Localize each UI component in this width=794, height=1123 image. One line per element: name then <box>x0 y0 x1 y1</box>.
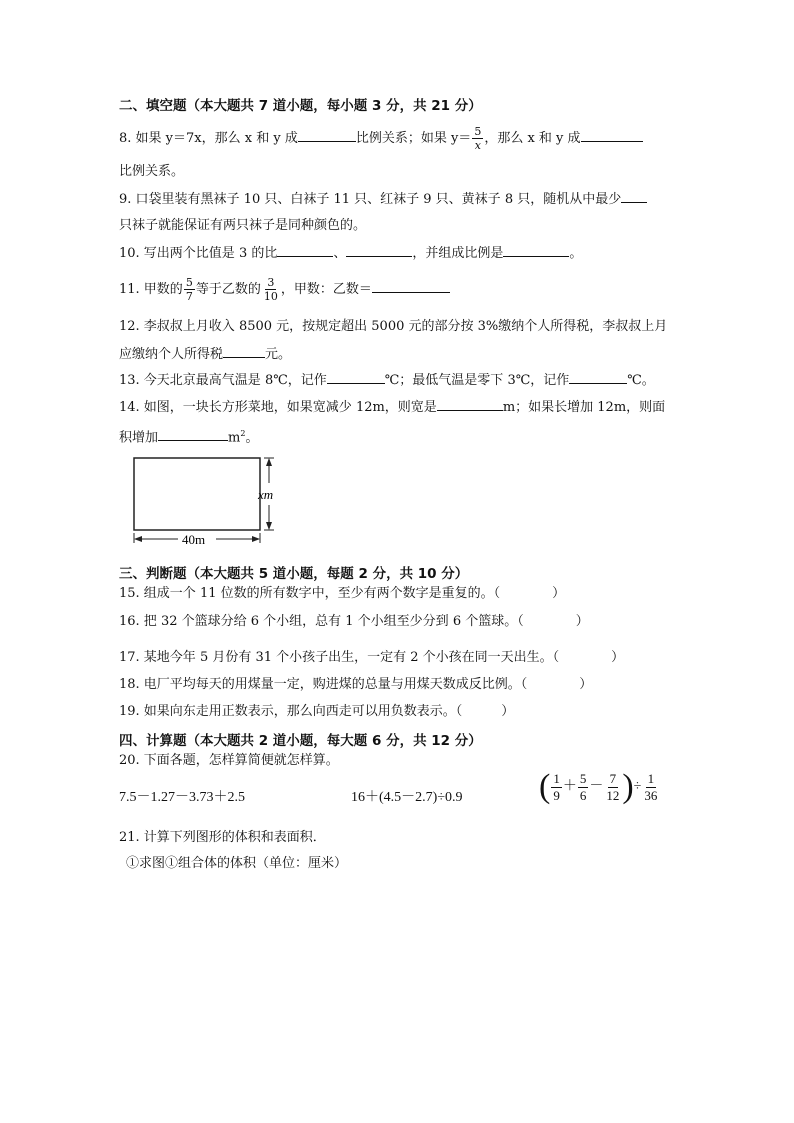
q8-text-a: 8. 如果 y＝7x，那么 x 和 y 成 <box>119 131 298 146</box>
rectangle-figure <box>126 455 286 547</box>
section-2-heading: 二、填空题（本大题共 7 道小题，每小题 3 分，共 21 分） <box>119 98 482 114</box>
q11-text-c: ，甲数：乙数＝ <box>280 282 372 297</box>
question-13 <box>119 371 655 390</box>
length-label: 40m <box>182 532 206 547</box>
q10-blank-3[interactable] <box>503 244 569 257</box>
section-3-heading: 三、判断题（本大题共 5 道小题，每题 2 分，共 10 分） <box>119 566 469 582</box>
q10-text-b: ，并组成比例是 <box>412 246 504 261</box>
q11-blank[interactable] <box>372 280 450 293</box>
section-4-heading: 四、计算题（本大题共 2 道小题，每大题 6 分，共 12 分） <box>119 733 482 749</box>
q8-text-c: ，那么 x 和 y 成 <box>484 131 581 146</box>
q14-text-b: m；如果长增加 12m，则面 <box>502 400 666 415</box>
question-8-cont: 比例关系。 <box>119 164 185 179</box>
q13-text-c: ℃。 <box>627 373 655 388</box>
q14-blank-2[interactable] <box>158 428 228 441</box>
q8-fraction: $\frac{5}{x}$ <box>474 125 482 152</box>
q9-text-a: 9. 口袋里装有黑袜子 10 只、白袜子 11 只、红袜子 9 只、黄袜子 8 只，随机从中最少 <box>119 192 622 207</box>
q11-text-a: 11. 甲数的 <box>119 282 183 297</box>
calc-expression-2: 16＋(4.5－2.7)÷0.9 <box>351 790 463 805</box>
question-16: 16. 把 32 个篮球分给 6 个小组，总有 1 个小组至少分到 6 个篮球。（ ） <box>119 614 589 629</box>
q14-text-c: 积增加 <box>119 430 159 446</box>
question-9-cont: 只袜子就能保证有两只袜子是同种颜色的。 <box>119 218 367 233</box>
question-19: 19. 如果向东走用正数表示，那么向西走可以用负数表示。（ ） <box>119 704 515 719</box>
question-11 <box>119 276 450 303</box>
calc-expression-3: ( $\frac{1}{9}$ ＋ $\frac{5}{6}$ － $\frac{7}{12}$ )÷ $\frac{1}{36}$ <box>539 768 658 805</box>
q14-blank-1[interactable] <box>437 398 503 411</box>
width-label: xm <box>258 487 274 502</box>
q12-text-c: 元。 <box>265 347 292 362</box>
q8-blank-2[interactable] <box>581 129 643 142</box>
q14-sup: 2 <box>240 429 246 438</box>
question-10 <box>119 244 582 263</box>
question-18: 18. 电厂平均每天的用煤量一定，购进煤的总量与用煤天数成反比例。（ ） <box>119 677 593 692</box>
question-8 <box>119 125 643 152</box>
q11-fraction-2: $\frac{3}{10}$ <box>263 276 278 303</box>
question-17: 17. 某地今年 5 月份有 31 个小孩子出生，一定有 2 个小孩在同一天出生。（ ） <box>119 650 625 665</box>
q13-blank-2[interactable] <box>569 371 627 384</box>
q14-text-a: 14. 如图，一块长方形菜地，如果宽减少 12m，则宽是 <box>119 400 437 415</box>
q13-blank-1[interactable] <box>327 371 385 384</box>
question-15: 15. 组成一个 11 位数的所有数字中，至少有两个数字是重复的。（ ） <box>119 586 566 601</box>
q14-unit: m <box>228 430 241 446</box>
q13-text-b: ℃；最低气温是零下 3℃，记作 <box>384 373 570 388</box>
q10-text-a: 10. 写出两个比值是 3 的比 <box>119 246 278 261</box>
q12-blank[interactable] <box>223 345 265 358</box>
q14-end: 。 <box>245 430 259 446</box>
question-14 <box>119 398 665 417</box>
q13-text-a: 13. 今天北京最高气温是 8℃，记作 <box>119 373 327 388</box>
q10-blank-2[interactable] <box>346 244 412 257</box>
question-9 <box>119 190 647 209</box>
calc-expression-1: 7.5－1.27－3.73＋2.5 <box>119 790 245 805</box>
q10-sep: 、 <box>333 246 347 261</box>
q10-end: 。 <box>569 246 583 261</box>
question-12: 12. 李叔叔上月收入 8500 元，按规定超出 5000 元的部分按 3%缴纳个人所得税，李叔叔上月 <box>119 319 668 334</box>
q11-text-b: 等于乙数的 <box>195 282 261 297</box>
q10-blank-1[interactable] <box>277 244 333 257</box>
question-21: 21. 计算下列图形的体积和表面积． <box>119 830 326 845</box>
rectangle-shape <box>134 458 260 530</box>
question-12-cont <box>119 345 291 364</box>
question-21-sub: ①求图①组合体的体积（单位：厘米） <box>126 856 348 871</box>
question-14-cont <box>119 425 258 447</box>
q9-blank[interactable] <box>621 190 647 203</box>
q11-fraction-1: $\frac{5}{7}$ <box>185 276 193 303</box>
q8-text-b: 比例关系；如果 y＝ <box>355 131 472 146</box>
question-20: 20. 下面各题，怎样算简便就怎样算。 <box>119 753 339 768</box>
q12-text-b: 应缴纳个人所得税 <box>119 347 224 362</box>
q8-blank-1[interactable] <box>298 129 356 142</box>
